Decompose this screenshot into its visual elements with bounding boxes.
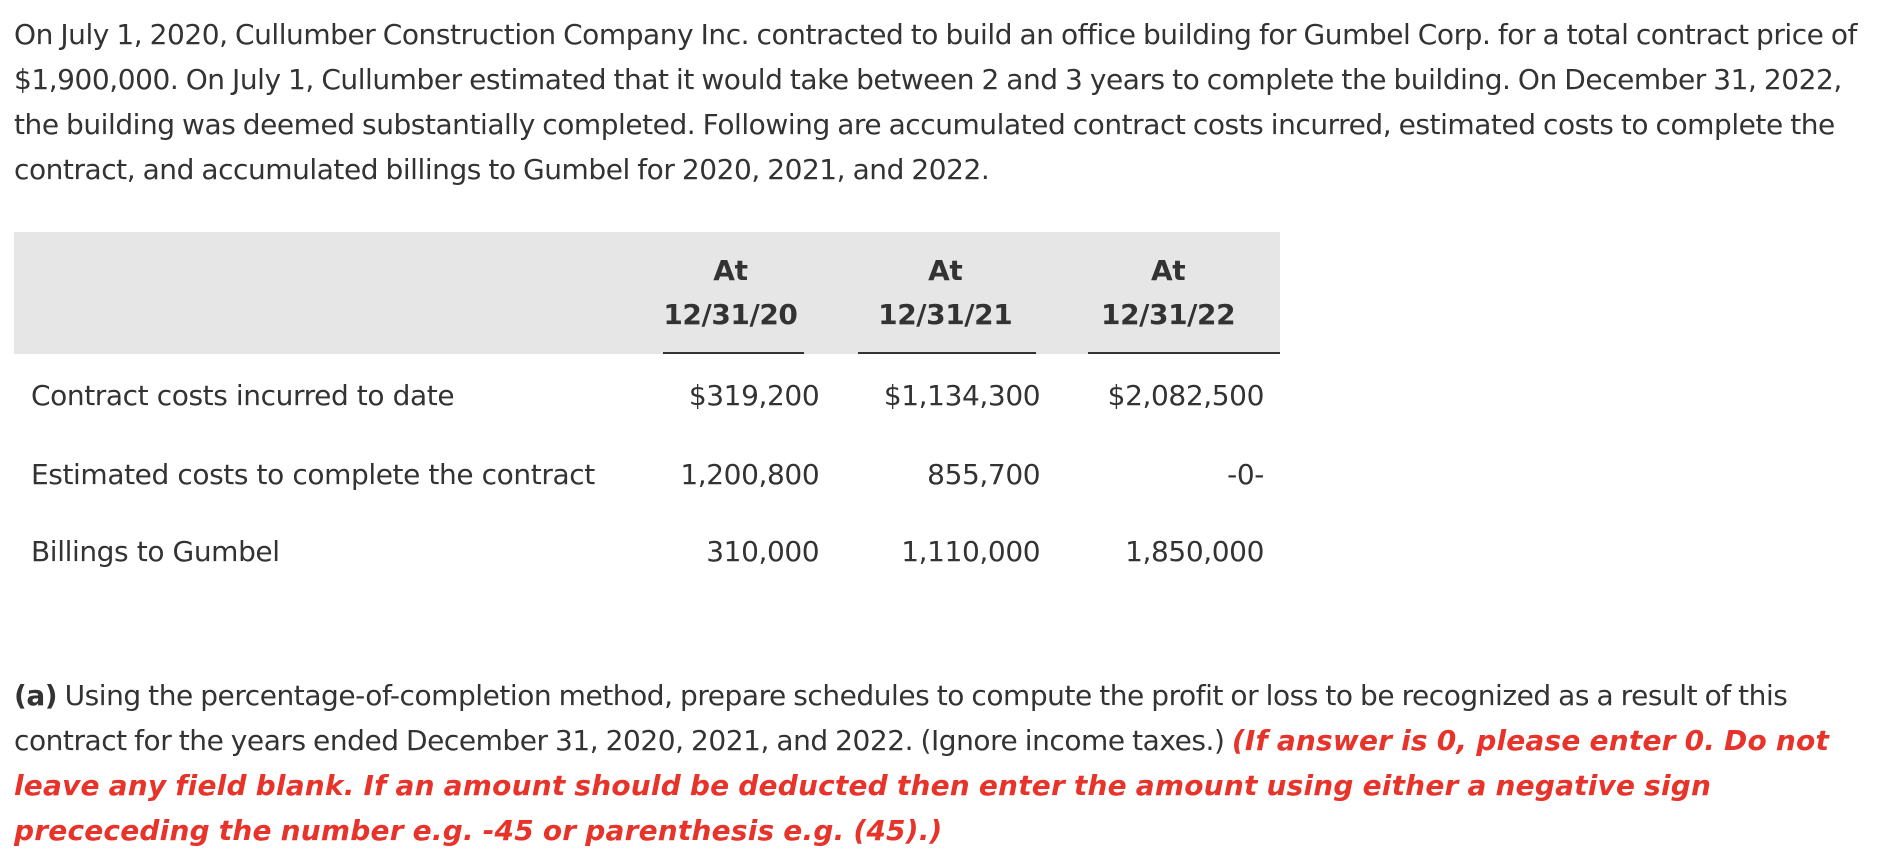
column-header-2020 xyxy=(627,232,835,354)
column-header-date: 12/31/20 xyxy=(663,298,798,331)
column-header-line1: At xyxy=(713,254,748,287)
table-header-row xyxy=(14,232,1280,354)
problem-intro-text: On July 1, 2020, Cullumber Construction Company Inc. contracted to build an office building for Gumbel Corp. for a total contract price of $1,900,000. On July 1, Cullumber estimated that it would take between 2 and 3 years to complete the building. On December 31, 2022, the building was deemed substantially completed. Following are accumulated contract costs incurred, estimated costs to complete the contract, and accumulated billings to Gumbel for 2020, 2021, and 2022. xyxy=(14,18,1857,186)
table-row-billings xyxy=(14,513,1280,590)
cell-value: 310,000 xyxy=(706,535,820,568)
column-header-line1: At xyxy=(928,254,963,287)
row-label: Contract costs incurred to date xyxy=(31,378,455,412)
cell-value: $1,134,300 xyxy=(883,378,1041,412)
cell-value: 1,850,000 xyxy=(1125,535,1264,568)
question-part-a xyxy=(14,673,1864,853)
part-a-question-text: Using the percentage-of-completion method, prepare schedules to compute the profit or loss to be recognized as a result of this contract for the years ended December 31, 2020, 2021, and 2022. (Ignore income taxes.) xyxy=(14,679,1788,757)
row-label: Billings to Gumbel xyxy=(31,535,280,568)
header-blank-cell xyxy=(14,232,627,354)
cell-value: $2,082,500 xyxy=(1107,378,1264,412)
cell-value: -0- xyxy=(1227,458,1264,491)
table-row-estimated-costs xyxy=(14,436,1280,513)
cell-value: 1,200,800 xyxy=(680,458,820,491)
part-a-label: (a) xyxy=(14,679,58,712)
answer-instruction: (If answer is 0, please enter 0. Do not leave any field blank. If an amount should be deducted then enter the amount using either a negative sign prececeding the number e.g. -45 or parenthesis e.g. (45).) xyxy=(14,724,1830,847)
column-header-date: 12/31/22 xyxy=(1101,298,1236,331)
column-header-2021 xyxy=(834,232,1056,354)
contract-data-table xyxy=(14,232,1280,590)
column-header-line1: At xyxy=(1150,254,1186,287)
row-label: Estimated costs to complete the contract xyxy=(31,458,595,491)
cell-value: 855,700 xyxy=(927,458,1041,491)
column-header-date: 12/31/21 xyxy=(878,298,1013,331)
column-header-2022 xyxy=(1056,232,1280,354)
table-row-costs-incurred xyxy=(14,354,1280,436)
cell-value: $319,200 xyxy=(688,378,820,412)
cell-value: 1,110,000 xyxy=(901,535,1041,568)
